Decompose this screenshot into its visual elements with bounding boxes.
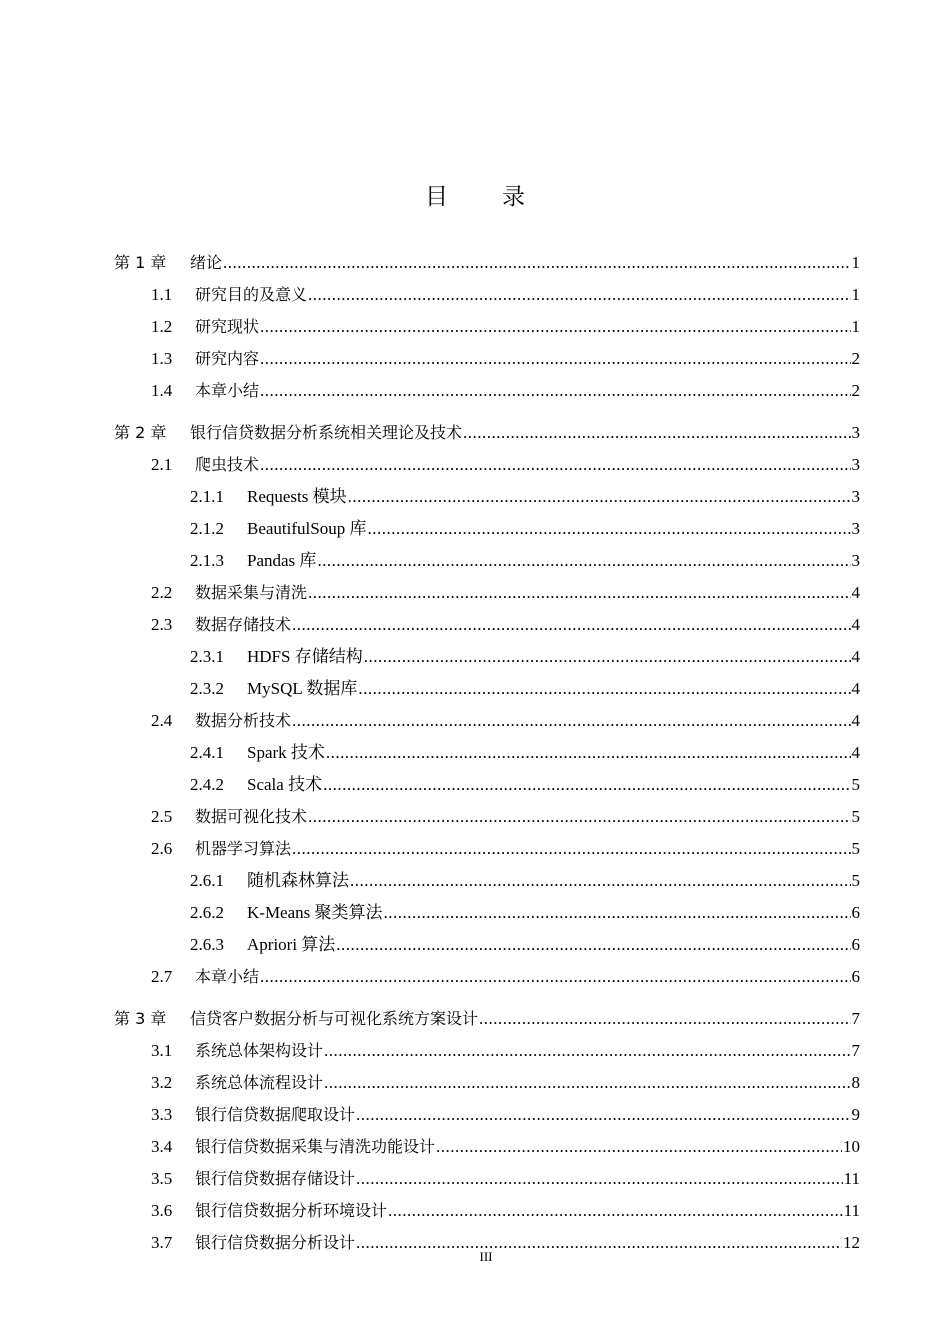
- toc-entry-label: [114, 284, 307, 306]
- toc-subsection-entry[interactable]: [114, 894, 860, 924]
- toc-entry-number: 1.4: [151, 381, 173, 400]
- toc-entry-label: [114, 1168, 355, 1190]
- toc-entry-page-number: 1: [851, 317, 860, 336]
- toc-section-entry[interactable]: [114, 1064, 860, 1094]
- toc-entry-label: [114, 550, 316, 572]
- toc-leader-dots: [260, 454, 850, 476]
- toc-entry-number: 2.3.2: [190, 679, 224, 698]
- toc-leader-dots: [323, 774, 850, 796]
- toc-entry-page-number: 10: [843, 1137, 860, 1156]
- toc-entry-number: 1.1: [151, 285, 173, 304]
- toc-entry-number: 第 1 章: [114, 253, 167, 272]
- toc-leader-dots: [292, 710, 850, 732]
- toc-entry-number: 3.1: [151, 1041, 173, 1060]
- toc-entry-number: 2.6.1: [190, 871, 224, 890]
- toc-entry-page-number: 4: [851, 583, 860, 602]
- toc-section-entry[interactable]: [114, 446, 860, 476]
- toc-section-entry[interactable]: [114, 1096, 860, 1126]
- toc-entry-label: [114, 1136, 435, 1158]
- toc-entry-number: 1.2: [151, 317, 173, 336]
- toc-entry-title: HDFS 存储结构: [247, 647, 363, 666]
- toc-leader-dots: [348, 486, 851, 508]
- toc-entry-label: [114, 934, 335, 956]
- toc-entry-number: 3.5: [151, 1169, 173, 1188]
- toc-entry-page-number: 3: [851, 423, 860, 442]
- toc-leader-dots: [388, 1200, 843, 1222]
- toc-leader-dots: [308, 582, 850, 604]
- toc-entry-label: [114, 1104, 355, 1126]
- toc-entry-label: [114, 486, 347, 508]
- toc-entry-number: 2.7: [151, 967, 173, 986]
- toc-leader-dots: [324, 1040, 850, 1062]
- toc-entry-title: 数据采集与清洗: [195, 583, 308, 602]
- toc-subsection-entry[interactable]: [114, 670, 860, 700]
- toc-leader-dots: [364, 646, 851, 668]
- toc-leader-dots: [350, 870, 851, 892]
- toc-section-entry[interactable]: [114, 1192, 860, 1222]
- toc-entry-label: [114, 1200, 387, 1222]
- toc-entry-title: Scala 技术: [247, 775, 323, 794]
- toc-entry-page-number: 4: [851, 743, 860, 762]
- toc-entry-number: 2.6.2: [190, 903, 224, 922]
- toc-entry-title: 银行信贷数据采集与清洗功能设计: [195, 1137, 436, 1156]
- toc-entry-number: 2.1.3: [190, 551, 224, 570]
- page-footer-number: III: [479, 1249, 493, 1264]
- toc-entry-number: 3.2: [151, 1073, 173, 1092]
- toc-entry-page-number: 6: [851, 935, 860, 954]
- toc-entry-page-number: 12: [843, 1233, 860, 1252]
- toc-leader-dots: [308, 806, 850, 828]
- toc-entry-label: [114, 1040, 323, 1062]
- toc-entry-page-number: 3: [851, 487, 860, 506]
- toc-entry-page-number: 3: [851, 519, 860, 538]
- toc-entry-label: [114, 774, 322, 796]
- toc-entry-title: Spark 技术: [247, 743, 325, 762]
- toc-entry-page-number: 4: [851, 711, 860, 730]
- toc-entry-label: [114, 422, 462, 444]
- toc-section-entry[interactable]: [114, 958, 860, 988]
- toc-section-entry[interactable]: [114, 574, 860, 604]
- toc-leader-dots: [260, 316, 850, 338]
- toc-subsection-entry[interactable]: [114, 926, 860, 956]
- toc-leader-dots: [367, 518, 850, 540]
- toc-section-entry[interactable]: [114, 276, 860, 306]
- toc-entry-title: 银行信贷数据分析环境设计: [195, 1201, 388, 1220]
- toc-entry-number: 3.7: [151, 1233, 173, 1252]
- toc-entry-page-number: 1: [851, 253, 860, 272]
- toc-leader-dots: [326, 742, 851, 764]
- toc-chapter-entry[interactable]: [114, 414, 860, 444]
- toc-entry-number: 2.1.2: [190, 519, 224, 538]
- toc-entry-page-number: 3: [851, 455, 860, 474]
- toc-section-entry[interactable]: [114, 340, 860, 370]
- toc-entry-label: [114, 582, 307, 604]
- toc-leader-dots: [358, 678, 850, 700]
- toc-entry-page-number: 3: [851, 551, 860, 570]
- toc-entry-page-number: 4: [851, 647, 860, 666]
- toc-entry-title: 银行信贷数据爬取设计: [195, 1105, 356, 1124]
- toc-entry-title: 数据分析技术: [195, 711, 292, 730]
- toc-section-entry[interactable]: [114, 1032, 860, 1062]
- toc-section-entry[interactable]: [114, 830, 860, 860]
- toc-entry-number: 2.4.1: [190, 743, 224, 762]
- toc-section-entry[interactable]: [114, 1128, 860, 1158]
- toc-entry-title: 数据存储技术: [195, 615, 292, 634]
- toc-entry-label: [114, 742, 325, 764]
- toc-entry-label: [114, 646, 363, 668]
- toc-entry-page-number: 6: [851, 903, 860, 922]
- toc-subsection-entry[interactable]: [114, 734, 860, 764]
- toc-subsection-entry[interactable]: [114, 638, 860, 668]
- toc-entry-page-number: 2: [851, 381, 860, 400]
- toc-entry-title: 系统总体流程设计: [195, 1073, 324, 1092]
- toc-entry-page-number: 7: [851, 1041, 860, 1060]
- toc-entry-label: [114, 316, 259, 338]
- toc-entry-label: [114, 1072, 323, 1094]
- toc-leader-dots: [356, 1104, 850, 1126]
- toc-entry-title: 绪论: [190, 253, 223, 272]
- toc-entry-page-number: 5: [851, 871, 860, 890]
- toc-entry-page-number: 4: [851, 679, 860, 698]
- toc-entry-number: 2.6: [151, 839, 173, 858]
- toc-entry-title: 数据可视化技术: [195, 807, 308, 826]
- toc-entry-number: 2.5: [151, 807, 173, 826]
- toc-entry-label: [114, 902, 383, 924]
- toc-entry-page-number: 7: [851, 1009, 860, 1028]
- toc-entry-number: 2.1.1: [190, 487, 224, 506]
- toc-chapter-entry[interactable]: [114, 244, 860, 274]
- toc-entry-label: [114, 710, 291, 732]
- toc-section-entry[interactable]: [114, 372, 860, 402]
- toc-entry-number: 2.4: [151, 711, 173, 730]
- toc-leader-dots: [463, 422, 850, 444]
- toc-subsection-entry[interactable]: [114, 542, 860, 572]
- toc-leader-dots: [384, 902, 851, 924]
- toc-entry-page-number: 5: [851, 775, 860, 794]
- toc-section-entry[interactable]: [114, 606, 860, 636]
- toc-entry-label: [114, 838, 291, 860]
- toc-subsection-entry[interactable]: [114, 862, 860, 892]
- toc-entry-number: 第 2 章: [114, 423, 167, 442]
- toc-subsection-entry[interactable]: [114, 478, 860, 508]
- toc-entry-title: Pandas 库: [247, 551, 317, 570]
- toc-leader-dots: [479, 1008, 850, 1030]
- toc-entry-title: Requests 模块: [247, 487, 347, 506]
- toc-entry-label: [114, 1008, 478, 1030]
- toc-entry-page-number: 1: [851, 285, 860, 304]
- page-title-part1: 目: [425, 184, 448, 210]
- toc-entry-number: 2.1: [151, 455, 173, 474]
- toc-entry-label: [114, 870, 349, 892]
- toc-entry-number: 3.3: [151, 1105, 173, 1124]
- toc-entry-title: 研究现状: [195, 317, 260, 336]
- toc-entry-number: 第 3 章: [114, 1009, 167, 1028]
- toc-entry-label: [114, 966, 259, 988]
- toc-entry-title: 爬虫技术: [195, 455, 260, 474]
- toc-entry-title: 银行信贷数据存储设计: [195, 1169, 356, 1188]
- toc-entry-title: 本章小结: [195, 381, 260, 400]
- toc-entry-label: [114, 678, 357, 700]
- toc-entry-title: K-Means 聚类算法: [247, 903, 383, 922]
- toc-leader-dots: [260, 348, 850, 370]
- toc-leader-dots: [356, 1168, 843, 1190]
- toc-subsection-entry[interactable]: [114, 510, 860, 540]
- toc-entry-number: 2.2: [151, 583, 173, 602]
- toc-entry-page-number: 8: [851, 1073, 860, 1092]
- toc-leader-dots: [260, 966, 850, 988]
- toc-leader-dots: [308, 284, 850, 306]
- toc-entry-label: [114, 806, 307, 828]
- toc-section-entry[interactable]: [114, 798, 860, 828]
- toc-entry-title: 研究目的及意义: [195, 285, 308, 304]
- toc-entry-label: [114, 518, 366, 540]
- toc-entry-title: MySQL 数据库: [247, 679, 358, 698]
- toc-entry-page-number: 4: [851, 615, 860, 634]
- toc-entry-title: 银行信贷数据分析系统相关理论及技术: [190, 423, 463, 442]
- toc-entry-number: 2.3.1: [190, 647, 224, 666]
- toc-entry-number: 3.4: [151, 1137, 173, 1156]
- toc-entry-label: [114, 348, 259, 370]
- toc-entry-number: 3.6: [151, 1201, 173, 1220]
- toc-entry-page-number: 11: [843, 1169, 860, 1188]
- page-title: [0, 178, 950, 211]
- toc-entry-page-number: 9: [851, 1105, 860, 1124]
- toc-entry-page-number: 5: [851, 839, 860, 858]
- toc-entry-page-number: 5: [851, 807, 860, 826]
- toc-entry-title: Apriori 算法: [247, 935, 336, 954]
- toc-entry-number: 2.3: [151, 615, 173, 634]
- toc-leader-dots: [292, 838, 850, 860]
- toc-entry-label: [114, 614, 291, 636]
- toc-leader-dots: [436, 1136, 842, 1158]
- toc-leader-dots: [223, 252, 850, 274]
- toc-leader-dots: [336, 934, 850, 956]
- toc-entry-number: 2.4.2: [190, 775, 224, 794]
- toc-section-entry[interactable]: [114, 702, 860, 732]
- page-title-part2: 录: [502, 184, 525, 210]
- toc-section-entry[interactable]: [114, 308, 860, 338]
- toc-entry-title: 机器学习算法: [195, 839, 292, 858]
- toc-leader-dots: [292, 614, 850, 636]
- toc-leader-dots: [260, 380, 850, 402]
- toc-entry-page-number: 11: [843, 1201, 860, 1220]
- toc-entry-title: 随机森林算法: [247, 871, 349, 890]
- toc-entry-title: 本章小结: [195, 967, 260, 986]
- toc-entry-title: BeautifulSoup 库: [247, 519, 367, 538]
- toc-entry-page-number: 6: [851, 967, 860, 986]
- toc-subsection-entry[interactable]: [114, 766, 860, 796]
- toc-entry-page-number: 2: [851, 349, 860, 368]
- toc-entry-title: 系统总体架构设计: [195, 1041, 324, 1060]
- toc-entry-label: [114, 252, 222, 274]
- toc-entry-number: 1.3: [151, 349, 173, 368]
- toc-leader-dots: [317, 550, 850, 572]
- toc-entry-title: 研究内容: [195, 349, 260, 368]
- toc-leader-dots: [324, 1072, 850, 1094]
- toc-entry-number: 2.6.3: [190, 935, 224, 954]
- toc-chapter-entry[interactable]: [114, 1000, 860, 1030]
- toc-entry-label: [114, 454, 259, 476]
- toc-entry-label: [114, 380, 259, 402]
- toc-entry-title: 信贷客户数据分析与可视化系统方案设计: [190, 1009, 479, 1028]
- toc-entry-title: 银行信贷数据分析设计: [195, 1233, 356, 1252]
- toc-section-entry[interactable]: [114, 1160, 860, 1190]
